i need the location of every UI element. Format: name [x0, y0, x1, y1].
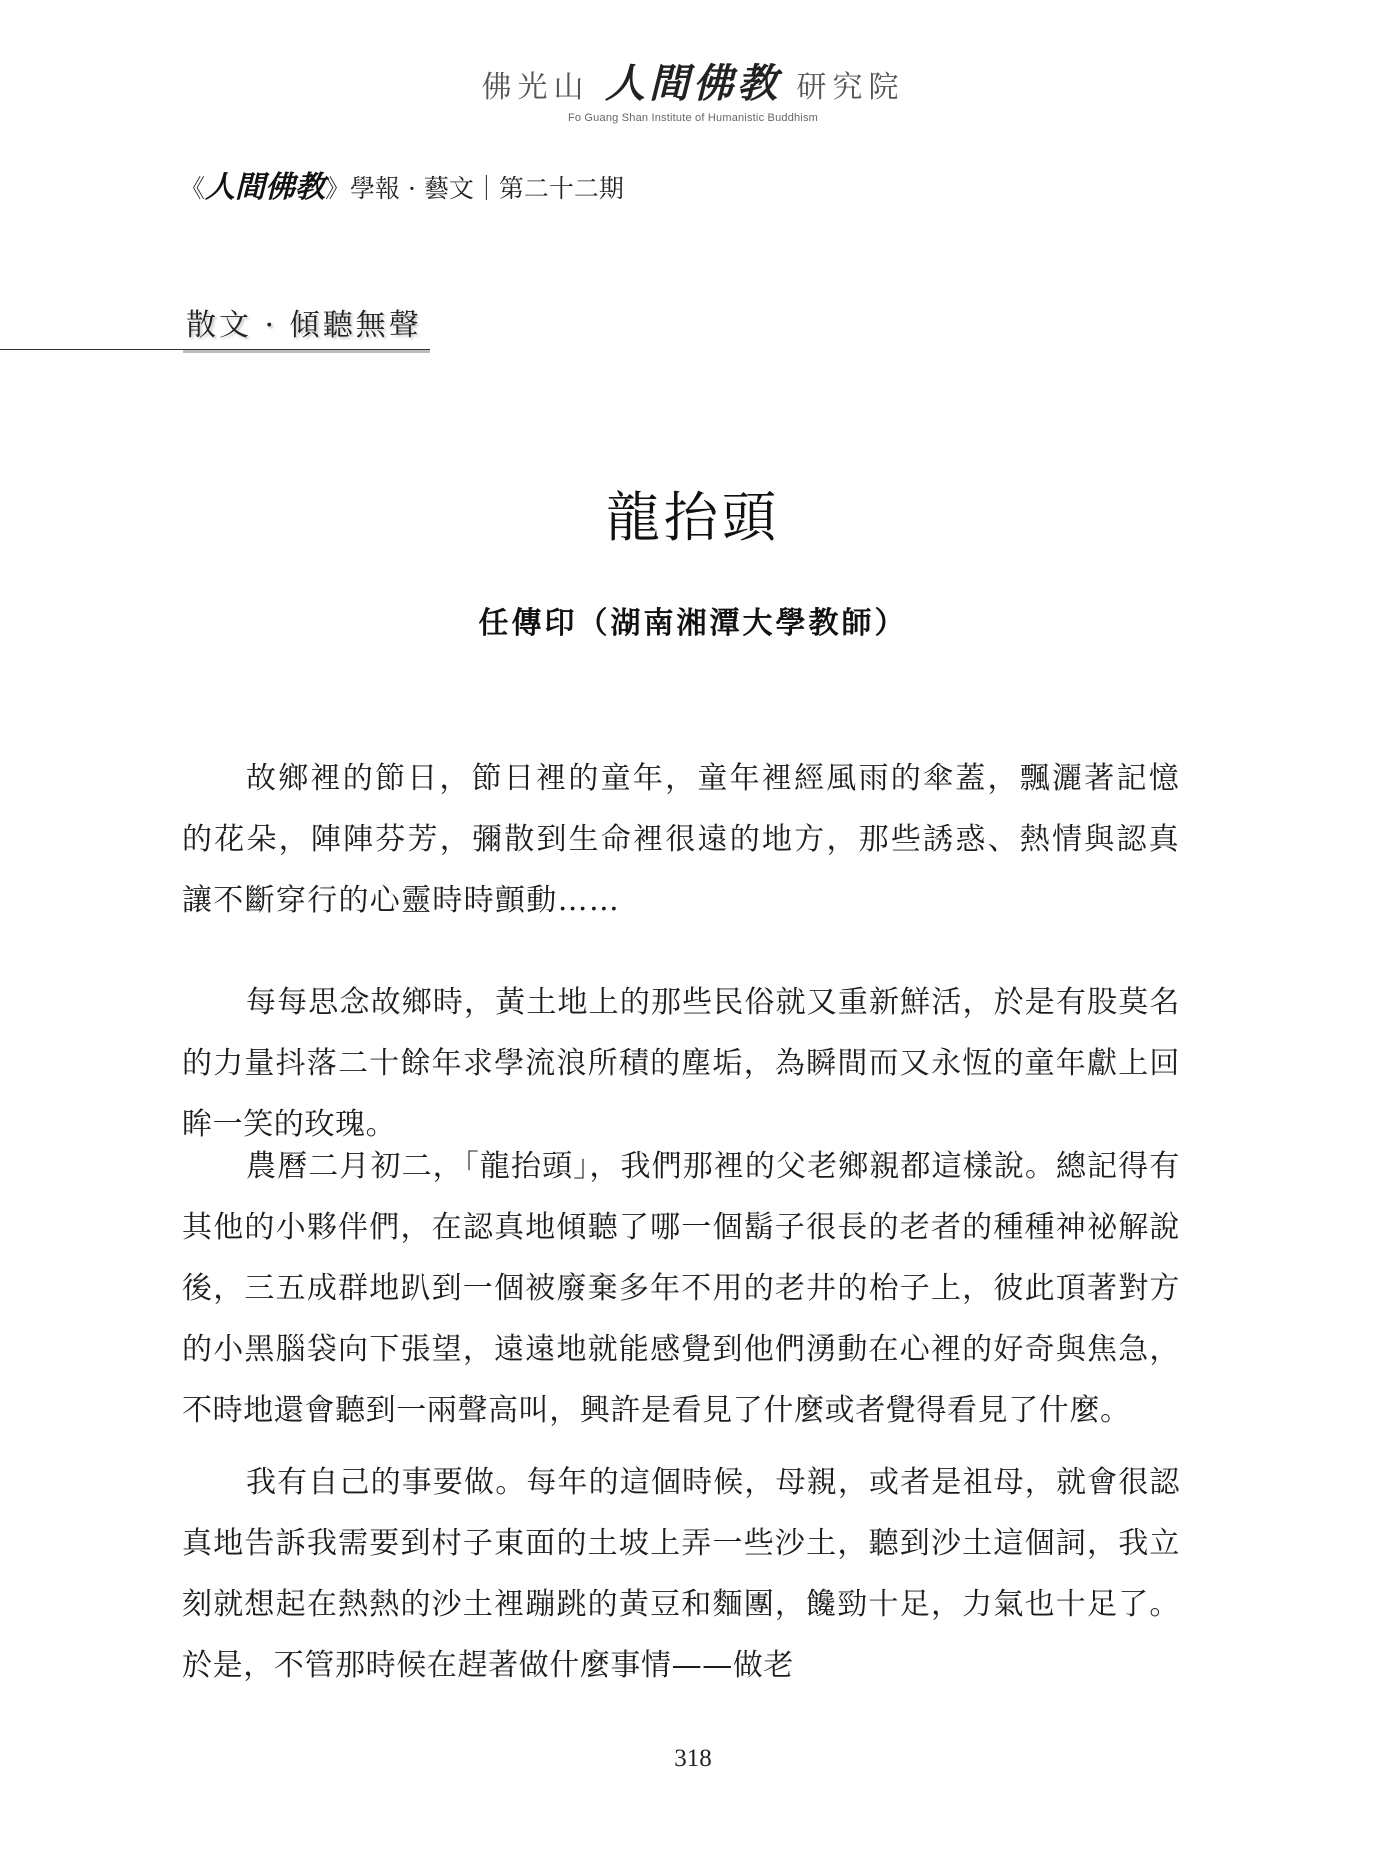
institute-english-name: Fo Guang Shan Institute of Humanistic Buddhism — [567, 112, 819, 124]
section-divider — [0, 349, 430, 350]
paragraph: 農曆二月初二，「龍抬頭」，我們那裡的父老鄉親都這樣說。總記得有其他的小夥伴們，在認真地傾聽了哪一個鬍子很長的老者的種種神祕解說後，三五成群地趴到一個被廢棄多年不用的老井的枱子上，彼此頂著對方的小黑腦袋向下張望，遠遠地就能感覺到他們湧動在心裡的好奇與焦急，不時地還會聽到一兩聲高叫，興許是看見了什麼或者覺得看見了什麼。 — [182, 1149, 1180, 1428]
paragraph: 我有自己的事要做。每年的這個時候，母親，或者是祖母，就會很認真地告訴我需要到村子東面的土坡上弄一些沙土，聽到沙土這個詞，我立刻就想起在熱熱的沙土裡蹦跳的黃豆和麵團，饞勁十足，力氣也十足了。於是，不管那時候在趕著做什麼事情——做老 — [182, 1465, 1180, 1683]
institute-name — [0, 62, 1386, 110]
institute-calligraphy-logo: 人間佛教 — [605, 60, 781, 107]
journal-open-bracket: 《 — [180, 174, 206, 203]
page-number: 318 — [674, 1745, 712, 1772]
article-title: 龍抬頭 — [606, 486, 780, 549]
journal-running-head — [180, 162, 624, 206]
article-author: 任傳印（湖南湘潭大學教師） — [478, 606, 908, 641]
paragraph: 每每思念故鄉時，黃土地上的那些民俗就又重新鮮活，於是有股莫名的力量抖落二十餘年求學流浪所積的塵垢，為瞬間而又永恆的童年獻上回眸一笑的玫瑰。 — [182, 985, 1180, 1142]
institute-header — [0, 62, 1386, 124]
institute-suffix: 研究院 — [796, 70, 905, 105]
institute-prefix: 佛光山 — [481, 70, 590, 105]
paragraph-intro: 故鄉裡的節日，節日裡的童年，童年裡經風雨的傘蓋，飄灑著記憶的花朵，陣陣芬芳，彌散到生命裡很遠的地方，那些誘惑、熱情與認真讓不斷穿行的心靈時時顫動…… — [182, 761, 1180, 918]
section-underline-shadow — [183, 350, 430, 353]
journal-calligraphy-title: 人間佛教 — [205, 170, 326, 205]
journal-issue-info: 》學報 · 藝文｜第二十二期 — [325, 174, 624, 203]
section-label: 散文 · 傾聽無聲 — [186, 308, 422, 343]
